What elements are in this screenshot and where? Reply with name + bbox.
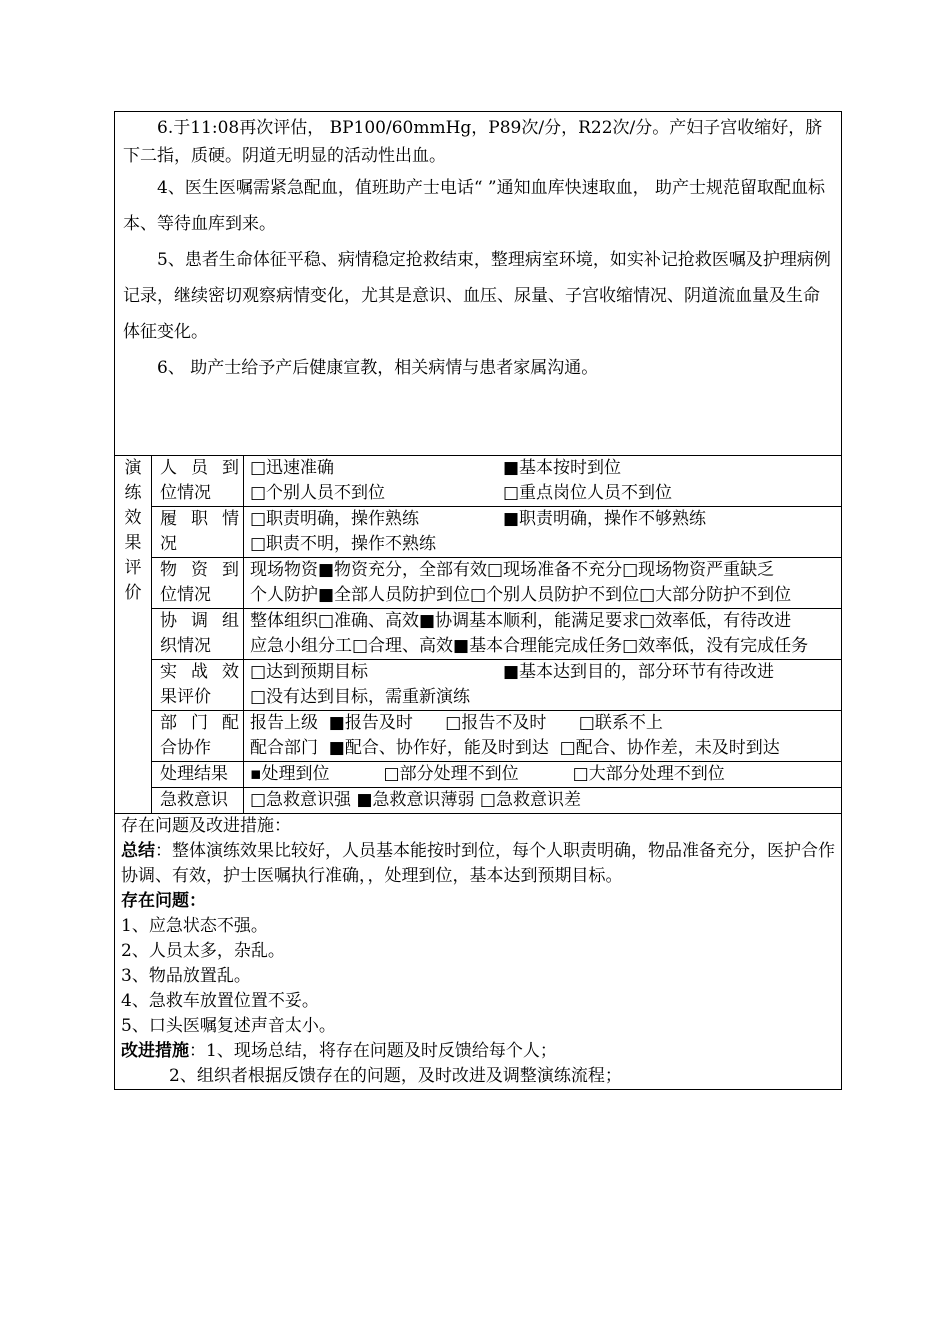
option-item: □达到预期目标 xyxy=(250,662,369,682)
category-label: 位情况 xyxy=(160,483,211,503)
measures-first: ：1、现场总结，将存在问题及时反馈给每个人； xyxy=(189,1041,557,1061)
category-label: 履 职 情 xyxy=(160,509,239,529)
problems-label: 存在问题： xyxy=(121,891,206,911)
category-label: 实 战 效 xyxy=(160,662,239,682)
evaluation-category xyxy=(152,660,244,711)
option-line: 整体组织□准确、高效■协调基本顺利，能满足要求□效率低，有待改进 xyxy=(250,611,792,631)
paragraph-health-education: 6、 助产士给予产后健康宣教，相关病情与患者家属沟通。 xyxy=(157,358,599,378)
evaluation-header-char: 果 xyxy=(124,533,142,553)
evaluation-options xyxy=(244,609,842,660)
option-line xyxy=(250,456,835,481)
evaluation-category xyxy=(152,762,244,788)
summary-text: ：整体演练效果比较好，人员基本能按时到位，每个人职责明确，物品准备充分，医护合作协调、有效，护士医嘱执行准确，，处理到位，基本达到预期目标。 xyxy=(121,841,835,886)
option-line xyxy=(250,481,835,506)
evaluation-header-char: 练 xyxy=(124,483,142,503)
evaluation-row xyxy=(115,609,842,660)
evaluation-options xyxy=(244,788,842,814)
evaluation-header-char: 价 xyxy=(124,583,142,603)
evaluation-category xyxy=(152,558,244,609)
evaluation-category xyxy=(152,456,244,507)
problems-measures-cell xyxy=(115,814,842,1090)
category-label: 处理结果 xyxy=(160,764,228,784)
evaluation-header-char: 演 xyxy=(124,458,142,478)
problems-list xyxy=(121,914,835,1039)
option-item: □职责明确，操作熟练 xyxy=(250,509,420,529)
evaluation-options xyxy=(244,711,842,762)
category-label: 部 门 配 xyxy=(160,713,239,733)
category-label: 协 调 组 xyxy=(160,611,239,631)
option-item: □个别人员不到位 xyxy=(250,483,386,503)
paragraph-blood-match: 4、医生医嘱需紧急配血，值班助产士电话“ ”通知血库快速取血， 助产士规范留取配血标本、等待血库到来。 xyxy=(123,178,826,234)
option-item: □迅速准确 xyxy=(250,458,335,478)
option-item: ■职责明确，操作不够熟练 xyxy=(503,509,707,529)
paragraph-reassessment: 6.于11:08再次评估， BP100/60mmHg，P89次/分，R22次/分。产妇子宫收缩好，脐下二指，质硬。阴道无明显的活动性出血。 xyxy=(123,118,823,166)
category-label: 果评价 xyxy=(160,687,211,707)
option-line: ▪处理到位 □部分处理不到位 □大部分处理不到位 xyxy=(250,764,725,784)
evaluation-options xyxy=(244,558,842,609)
option-line: 现场物资■物资充分，全部有效□现场准备不充分□现场物资严重缺乏 xyxy=(250,560,775,580)
evaluation-category xyxy=(152,788,244,814)
evaluation-row xyxy=(115,788,842,814)
option-item: ■基本达到目的，部分环节有待改进 xyxy=(503,662,775,682)
category-label: 况 xyxy=(160,534,177,554)
evaluation-row xyxy=(115,558,842,609)
category-label: 人 员 到 xyxy=(160,458,239,478)
evaluation-options xyxy=(244,762,842,788)
option-line: □急救意识强 ■急救意识薄弱 □急救意识差 xyxy=(250,790,581,810)
evaluation-header xyxy=(115,456,152,814)
evaluation-header-char: 效 xyxy=(124,508,142,528)
category-label: 织情况 xyxy=(160,636,211,656)
evaluation-row xyxy=(115,762,842,788)
option-line: 应急小组分工□合理、高效■基本合理能完成任务□效率低，没有完成任务 xyxy=(250,636,809,656)
evaluation-category xyxy=(152,507,244,558)
problem-item: 1、应急状态不强。 xyxy=(121,916,268,936)
evaluation-section xyxy=(115,456,842,814)
option-line xyxy=(250,507,835,532)
measures-line-1 xyxy=(121,1039,835,1064)
problem-item: 2、人员太多，杂乱。 xyxy=(121,941,285,961)
option-line: 个人防护■全部人员防护到位□个别人员防护不到位□大部分防护不到位 xyxy=(250,585,792,605)
evaluation-row xyxy=(115,456,842,507)
option-line: 配合部门 ■配合、协作好，能及时到达 □配合、协作差，未及时到达 xyxy=(250,738,780,758)
problem-item: 5、口头医嘱复述声音太小。 xyxy=(121,1016,336,1036)
evaluation-category xyxy=(152,711,244,762)
category-label: 物 资 到 xyxy=(160,560,239,580)
paragraph-rescue-end: 5、患者生命体征平稳、病情稳定抢救结束，整理病室环境，如实补记抢救医嘱及护理病例记录，继续密切观察病情变化，尤其是意识、血压、尿量、子宫收缩情况、阴道流血量及生命体征变化。 xyxy=(123,250,831,342)
category-label: 合协作 xyxy=(160,738,211,758)
option-line: □职责不明，操作不熟练 xyxy=(250,534,437,554)
evaluation-row xyxy=(115,711,842,762)
evaluation-header-char: 评 xyxy=(124,558,142,578)
option-line: 报告上级 ■报告及时 □报告不及时 □联系不上 xyxy=(250,713,663,733)
option-item: □重点岗位人员不到位 xyxy=(503,483,673,503)
evaluation-options xyxy=(244,660,842,711)
evaluation-category xyxy=(152,609,244,660)
evaluation-options xyxy=(244,456,842,507)
measures-line-2: 2、组织者根据反馈存在的问题，及时改进及调整演练流程； xyxy=(169,1066,622,1086)
drill-record-table xyxy=(114,111,842,1090)
option-line xyxy=(250,660,835,685)
option-item: ■基本按时到位 xyxy=(503,458,622,478)
category-label: 位情况 xyxy=(160,585,211,605)
problem-item: 4、急救车放置位置不妥。 xyxy=(121,991,319,1011)
problems-heading: 存在问题及改进措施： xyxy=(121,816,291,836)
evaluation-row xyxy=(115,660,842,711)
problem-item: 3、物品放置乱。 xyxy=(121,966,251,986)
process-description-cell xyxy=(115,112,842,456)
problems-label-line xyxy=(121,889,835,914)
summary-paragraph xyxy=(121,839,835,889)
evaluation-row xyxy=(115,507,842,558)
category-label: 急救意识 xyxy=(160,790,228,810)
summary-label: 总结 xyxy=(121,841,155,861)
evaluation-options xyxy=(244,507,842,558)
option-line: □没有达到目标，需重新演练 xyxy=(250,687,471,707)
measures-label: 改进措施 xyxy=(121,1041,189,1061)
